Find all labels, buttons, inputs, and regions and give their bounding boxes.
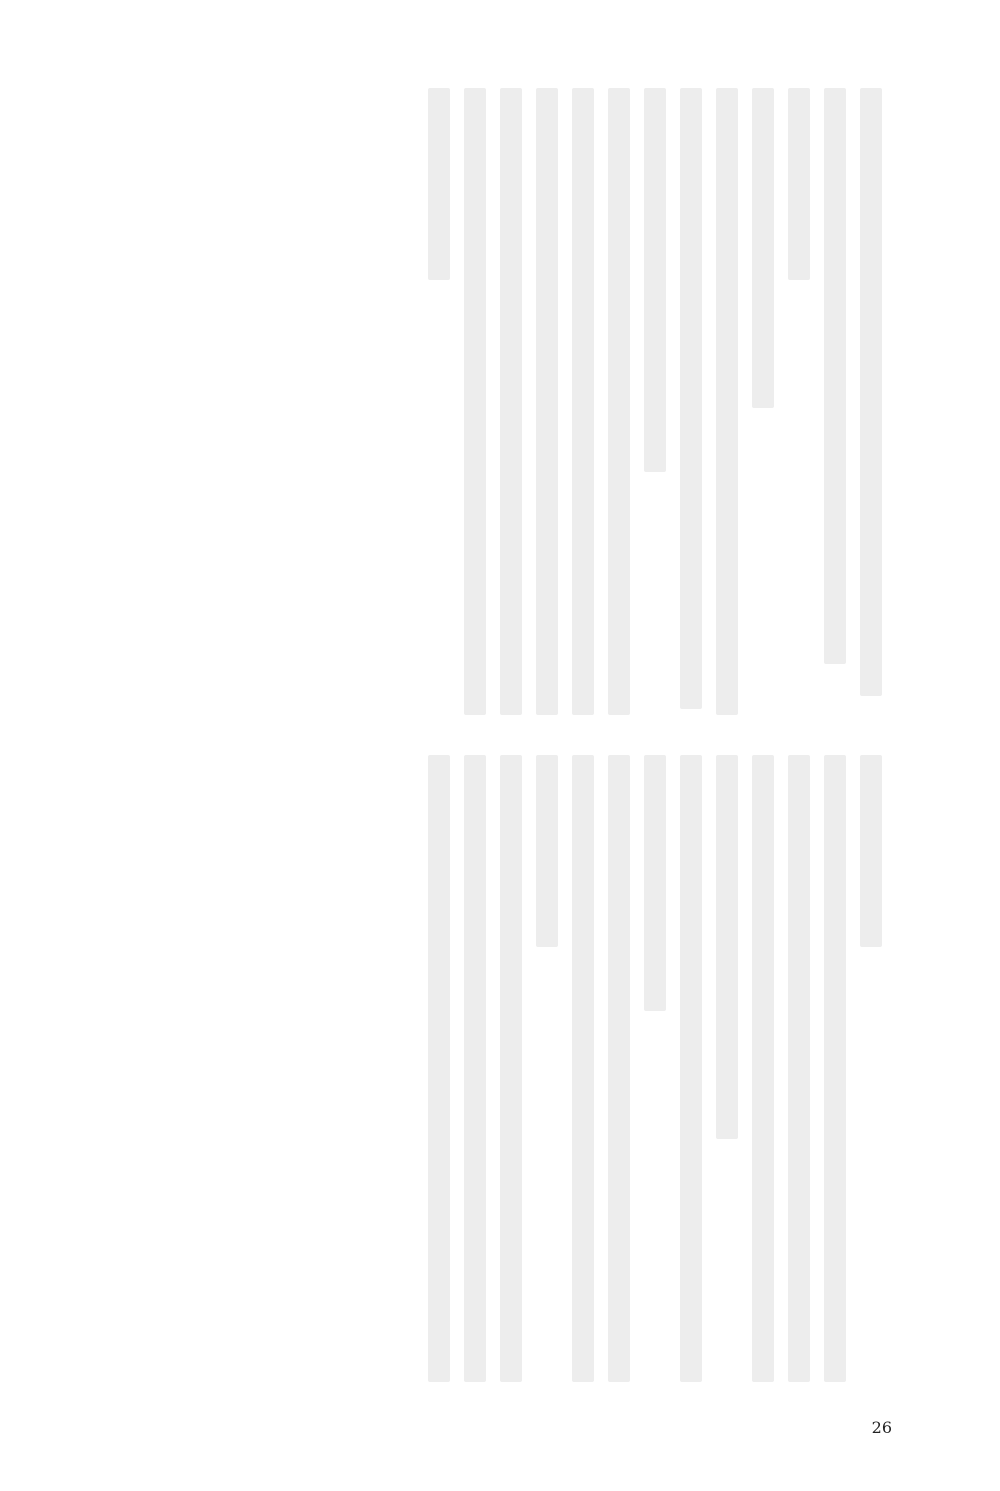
page-number: 26 xyxy=(871,1418,892,1437)
text-column-redacted xyxy=(500,88,522,715)
text-column-redacted xyxy=(644,88,666,472)
text-column-redacted xyxy=(788,88,810,280)
text-column-redacted xyxy=(824,88,846,664)
text-column-redacted xyxy=(536,88,558,715)
text-column-redacted xyxy=(428,88,450,280)
text-column-redacted xyxy=(572,88,594,715)
text-column-redacted xyxy=(464,755,486,1382)
text-column-redacted xyxy=(428,755,450,1382)
text-column-redacted xyxy=(464,88,486,715)
text-column-redacted xyxy=(752,88,774,408)
text-column-redacted xyxy=(860,755,882,947)
text-column-redacted xyxy=(572,755,594,1382)
text-column-redacted xyxy=(500,755,522,1382)
text-column-redacted xyxy=(824,755,846,1382)
text-block-upper xyxy=(428,88,882,728)
text-column-redacted xyxy=(608,755,630,1382)
text-column-redacted xyxy=(788,755,810,1382)
text-block-lower xyxy=(428,755,882,1395)
text-column-redacted xyxy=(860,88,882,696)
text-column-redacted xyxy=(536,755,558,947)
text-column-redacted xyxy=(680,88,702,709)
text-column-redacted xyxy=(608,88,630,715)
text-column-redacted xyxy=(716,88,738,715)
text-column-redacted xyxy=(752,755,774,1382)
text-column-redacted xyxy=(716,755,738,1139)
text-column-redacted xyxy=(644,755,666,1011)
text-column-redacted xyxy=(680,755,702,1382)
